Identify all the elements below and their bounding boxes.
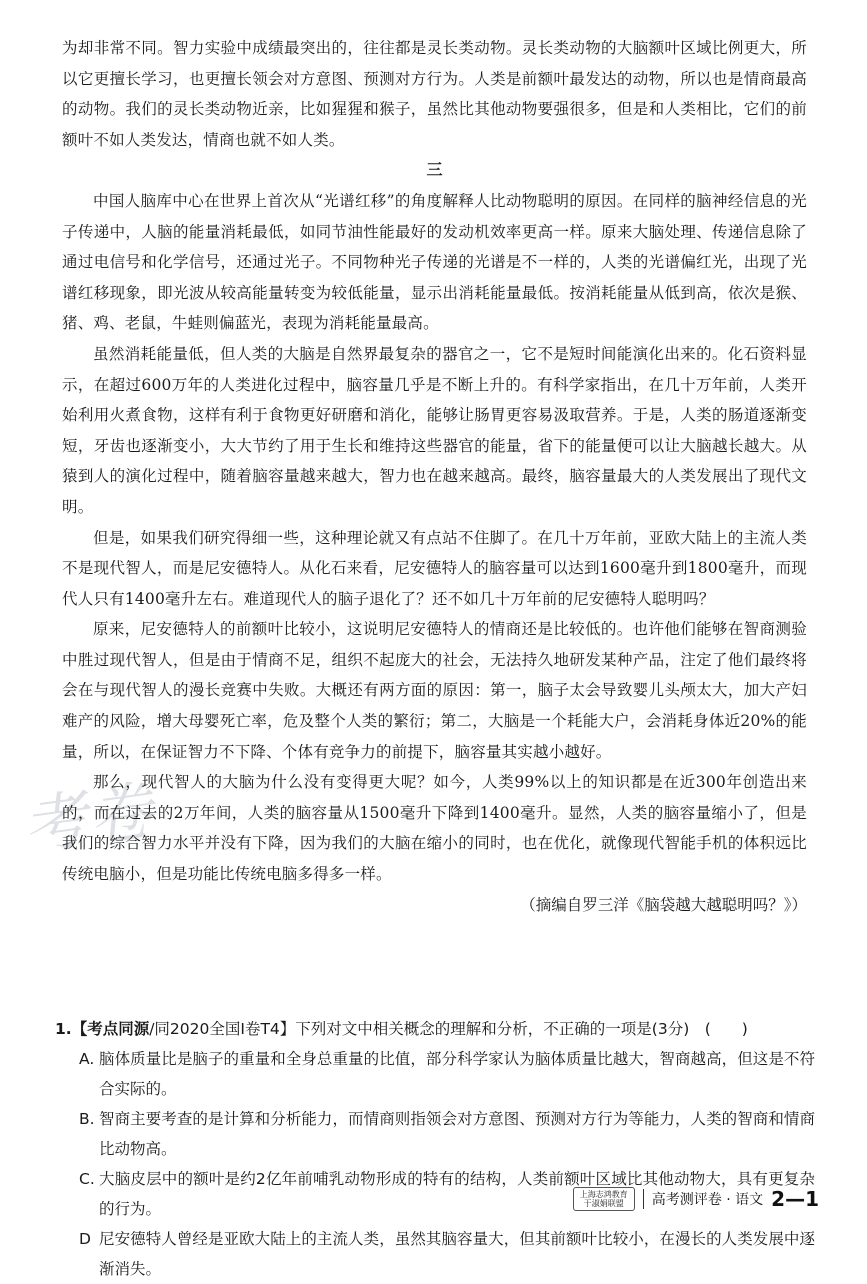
question-tag-rest: /同2020全国Ⅰ卷T4】 [149, 1020, 296, 1038]
page-footer [573, 1186, 819, 1212]
logo-text: 上海志鸿教育 于淑娟联盟 [579, 1190, 628, 1208]
question-tag: 【考点同源 [71, 1020, 150, 1038]
question-number: 1. [55, 1020, 72, 1038]
option-text: 大脑皮层中的额叶是约2亿年前哺乳动物形成的特有的结构，人类前额叶区域比其他动物大，具有更复杂的行为。 [99, 1170, 815, 1218]
option-text: 脑体质量比是脑子的重量和全身总重量的比值，部分科学家认为脑体质量比越大，智商越高，但这是不符合实际的。 [99, 1050, 815, 1098]
article-body [62, 33, 807, 920]
option-text: 尼安德特人曾经是亚欧大陆上的主流人类，虽然其脑容量大，但其前额叶比较小，在漫长的人类发展中逐渐消失。 [99, 1230, 815, 1278]
question-stem [55, 1014, 815, 1044]
publisher-logo [573, 1187, 635, 1211]
question-1 [55, 1014, 815, 1284]
paragraph-3: 但是，如果我们研究得细一些，这种理论就又有点站不住脚了。在几十万年前，亚欧大陆上的主流人类不是现代智人，而是尼安德特人。从化石来看，尼安德特人的脑容量可以达到1600毫升到1800毫升，而现代人只有1400毫升左右。难道现代人的脑子退化了？还不如几十万年前的尼安德特人聪明吗？ [62, 528, 807, 608]
option-letter: C. [79, 1170, 95, 1188]
option-d[interactable] [55, 1224, 815, 1284]
footer-title: 高考测评卷 · 语文 [651, 1192, 764, 1208]
paragraph-1: 中国人脑库中心在世界上首次从“光谱红移”的角度解释人比动物聪明的原因。在同样的脑神经信息的光子传递中，人脑的能量消耗最低，如同节油性能最好的发动机效率更高一样。原来大脑处理、传递信息除了通过电信号和化学信号，还通过光子。不同物种光子传递的光谱是不一样的，人类的光谱偏红光，出现了光谱红移现象，即光波从较高能量转变为较低能量，显示出消耗能量最低。按消耗能量从低到高，依次是猴、猪、鸡、老鼠，牛蛙则偏蓝光，表现为消耗能量最高。 [62, 191, 807, 333]
option-letter: D [79, 1230, 91, 1248]
paragraph-5: 那么，现代智人的大脑为什么没有变得更大呢？如今，人类99%以上的知识都是在近300年创造出来的，而在过去的2万年间，人类的脑容量从1500毫升下降到1400毫升。显然，人类的脑容量缩小了，但是我们的综合智力水平并没有下降，因为我们的大脑在缩小的同时，也在优化，就像现代智能手机的体积远比传统电脑小，但是功能比传统电脑多得多一样。 [62, 773, 807, 884]
option-text: 智商主要考查的是计算和分析能力，而情商则指领会对方意图、预测对方行为等能力，人类的智商和情商比动物高。 [99, 1110, 815, 1158]
section-heading-three: 三 [426, 160, 443, 180]
watermark-stamp: 考卷 [18, 774, 160, 866]
option-letter: B. [79, 1110, 95, 1128]
question-stem-text: 下列对文中相关概念的理解和分析，不正确的一项是(3分) ( ) [295, 1020, 748, 1038]
paragraph-2: 虽然消耗能量低，但人类的大脑是自然界最复杂的器官之一，它不是短时间能演化出来的。化石资料显示，在超过600万年的人类进化过程中，脑容量几乎是不断上升的。有科学家指出，在几十万年前，人类开始利用火煮食物，这样有利于食物更好研磨和消化，能够让肠胃更容易汲取营养。于是，人类的肠道逐渐变短，牙齿也逐渐变小，大大节约了用于生长和维持这些器官的能量，省下的能量便可以让大脑越长越大。从猿到人的演化过程中，随着脑容量越来越大，智力也在越来越高。最终，脑容量最大的人类发展出了现代文明。 [62, 344, 807, 516]
article-source: （摘编自罗三洋《脑袋越大越聪明吗？》） [520, 895, 807, 914]
page-number: 2—1 [771, 1187, 819, 1211]
paragraph-4: 原来，尼安德特人的前额叶比较小，这说明尼安德特人的情商还是比较低的。也许他们能够在智商测验中胜过现代智人，但是由于情商不足，组织不起庞大的社会，无法持久地研发某种产品，注定了他们最终将会在与现代智人的漫长竞赛中失败。大概还有两方面的原因：第一，脑子太会导致婴儿头颅太大，加大产妇难产的风险，增大母婴死亡率，危及整个人类的繁衍；第二，大脑是一个耗能大户，会消耗身体近20%的能量，所以，在保证智力不下降、个体有竞争力的前提下，脑容量其实越小越好。 [62, 620, 807, 761]
option-letter: A. [79, 1050, 95, 1068]
footer-divider [643, 1189, 644, 1209]
option-b[interactable] [55, 1104, 815, 1164]
paragraph-intro-continued: 为却非常不同。智力实验中成绩最突出的，往往都是灵长类动物。灵长类动物的大脑额叶区域比例更大，所以它更擅长学习，也更擅长领会对方意图、预测对方行为。人类是前额叶最发达的动物，所以也是情商最高的动物。我们的灵长类动物近亲，比如猩猩和猴子，虽然比其他动物要强很多，但是和人类相比，它们的前额叶不如人类发达，情商也就不如人类。 [62, 39, 807, 149]
option-a[interactable] [55, 1044, 815, 1104]
